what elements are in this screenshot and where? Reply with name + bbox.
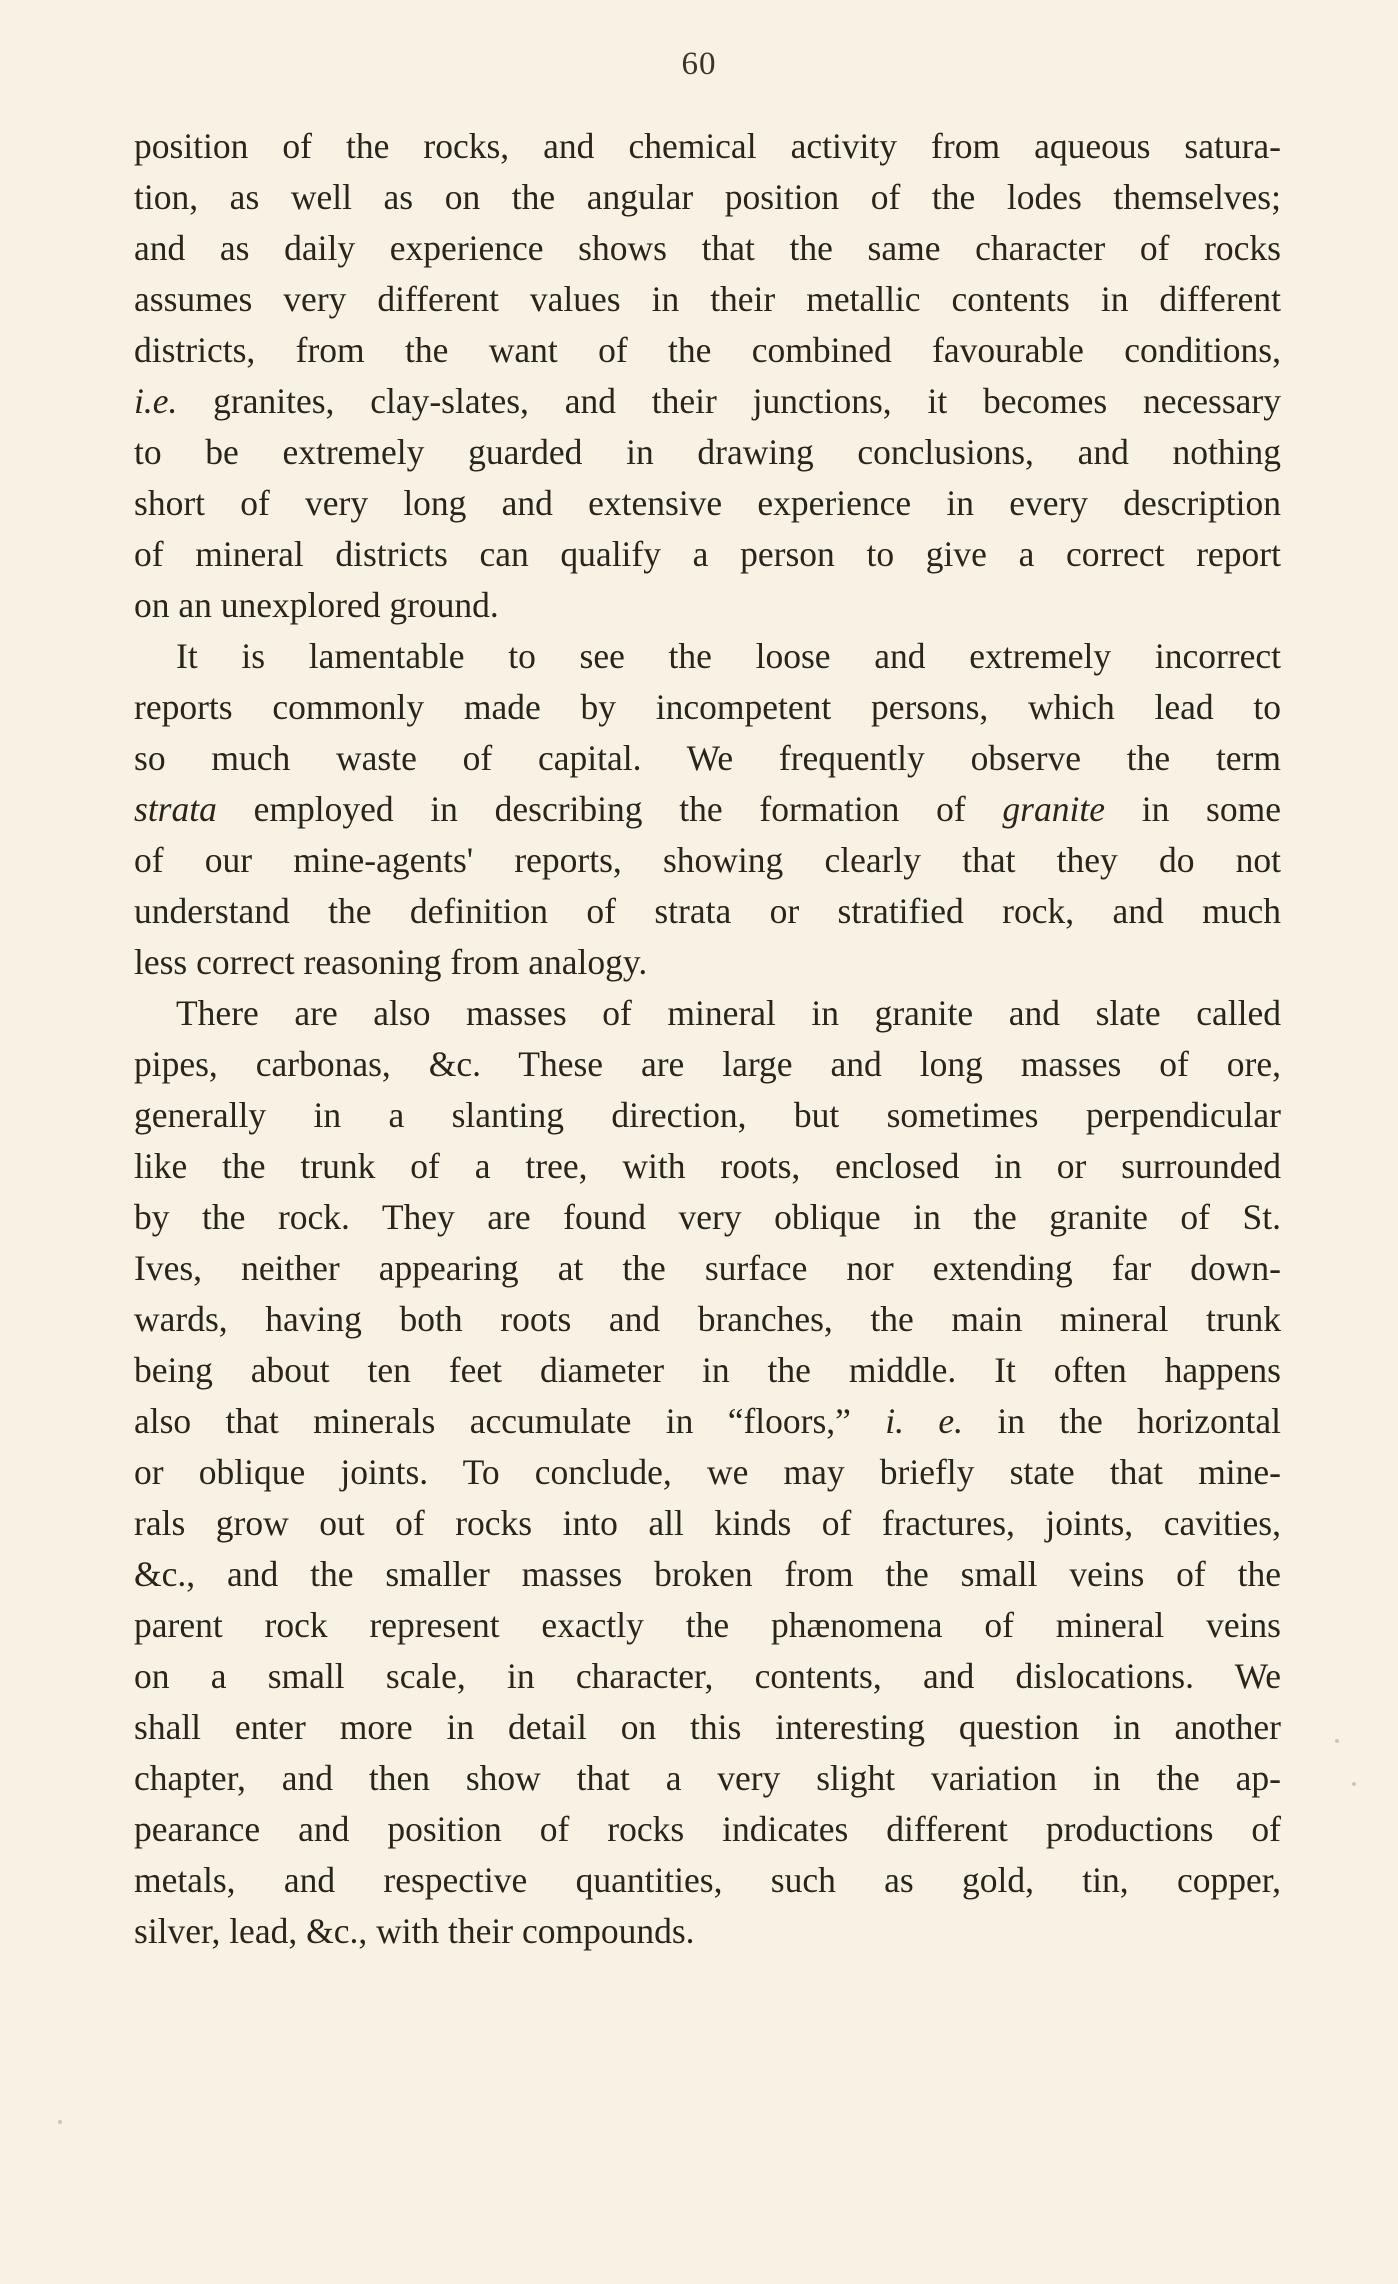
line-text: also that minerals accumulate in “floors,”	[134, 1401, 886, 1441]
italic-text: granite	[1002, 789, 1105, 829]
text-line: generally in a slanting direction, but sometimes perpendicular	[134, 1095, 1281, 1135]
text-line: wards, having both roots and branches, the main mineral trunk	[134, 1299, 1281, 1339]
line-text: granites, clay-slates, and their junctions, it becomes necessary	[177, 381, 1281, 421]
text-line: short of very long and extensive experience in every description	[134, 483, 1281, 523]
text-line: pearance and position of rocks indicates different productions of	[134, 1809, 1281, 1849]
paragraph-end-line: on an unexplored ground.	[134, 585, 499, 625]
line-text: in the horizontal	[963, 1401, 1281, 1441]
text-line: understand the definition of strata or stratified rock, and much	[134, 891, 1281, 931]
page-number: 60	[681, 46, 717, 82]
line-text: employed in describing the formation of	[216, 789, 1003, 829]
text-line	[134, 784, 1281, 835]
paragraph-start-line: There are also masses of mineral in granite and slate called	[176, 993, 1281, 1033]
text-line: position of the rocks, and chemical activity from aqueous satura-	[134, 126, 1281, 166]
text-line: metals, and respective quantities, such as gold, tin, copper,	[134, 1860, 1281, 1900]
paper-speck	[58, 2120, 62, 2124]
text-line: pipes, carbonas, &c. These are large and long masses of ore,	[134, 1044, 1281, 1084]
paragraph-end-line: silver, lead, &c., with their compounds.	[134, 1911, 695, 1951]
text-line: and as daily experience shows that the same character of rocks	[134, 228, 1281, 268]
text-line: on a small scale, in character, contents, and dislocations. We	[134, 1656, 1281, 1696]
text-line: tion, as well as on the angular position of the lodes themselves;	[134, 177, 1281, 217]
text-line: being about ten feet diameter in the middle. It often happens	[134, 1350, 1281, 1390]
text-line: or oblique joints. To conclude, we may briefly state that mine-	[134, 1452, 1281, 1492]
body-text	[134, 121, 1281, 1957]
text-line: assumes very different values in their metallic contents in different	[134, 279, 1281, 319]
text-line: parent rock represent exactly the phænomena of mineral veins	[134, 1605, 1281, 1645]
text-line: of mineral districts can qualify a person to give a correct report	[134, 534, 1281, 574]
italic-text: strata	[134, 789, 217, 829]
text-line: districts, from the want of the combined favourable conditions,	[134, 330, 1281, 370]
italic-text: i.e.	[134, 381, 178, 421]
paragraph-start-line: It is lamentable to see the loose and extremely incorrect	[176, 636, 1281, 676]
line-text: in some	[1104, 789, 1281, 829]
text-line: chapter, and then show that a very slight variation in the ap-	[134, 1758, 1281, 1798]
text-line: of our mine-agents' reports, showing clearly that they do not	[134, 840, 1281, 880]
paper-speck	[1335, 1739, 1339, 1743]
text-line: like the trunk of a tree, with roots, enclosed in or surrounded	[134, 1146, 1281, 1186]
text-line	[134, 1396, 1281, 1447]
text-line: Ives, neither appearing at the surface nor extending far down-	[134, 1248, 1281, 1288]
text-line: rals grow out of rocks into all kinds of fractures, joints, cavities,	[134, 1503, 1281, 1543]
text-line: by the rock. They are found very oblique in the granite of St.	[134, 1197, 1281, 1237]
paper-speck	[1352, 1782, 1356, 1786]
italic-text: i. e.	[885, 1401, 963, 1441]
text-line: shall enter more in detail on this interesting question in another	[134, 1707, 1281, 1747]
text-line: so much waste of capital. We frequently observe the term	[134, 738, 1281, 778]
text-line: to be extremely guarded in drawing conclusions, and nothing	[134, 432, 1281, 472]
text-line	[134, 376, 1281, 427]
text-line: &c., and the smaller masses broken from the small veins of the	[134, 1554, 1281, 1594]
text-line: reports commonly made by incompetent persons, which lead to	[134, 687, 1281, 727]
paragraph-end-line: less correct reasoning from analogy.	[134, 942, 648, 982]
